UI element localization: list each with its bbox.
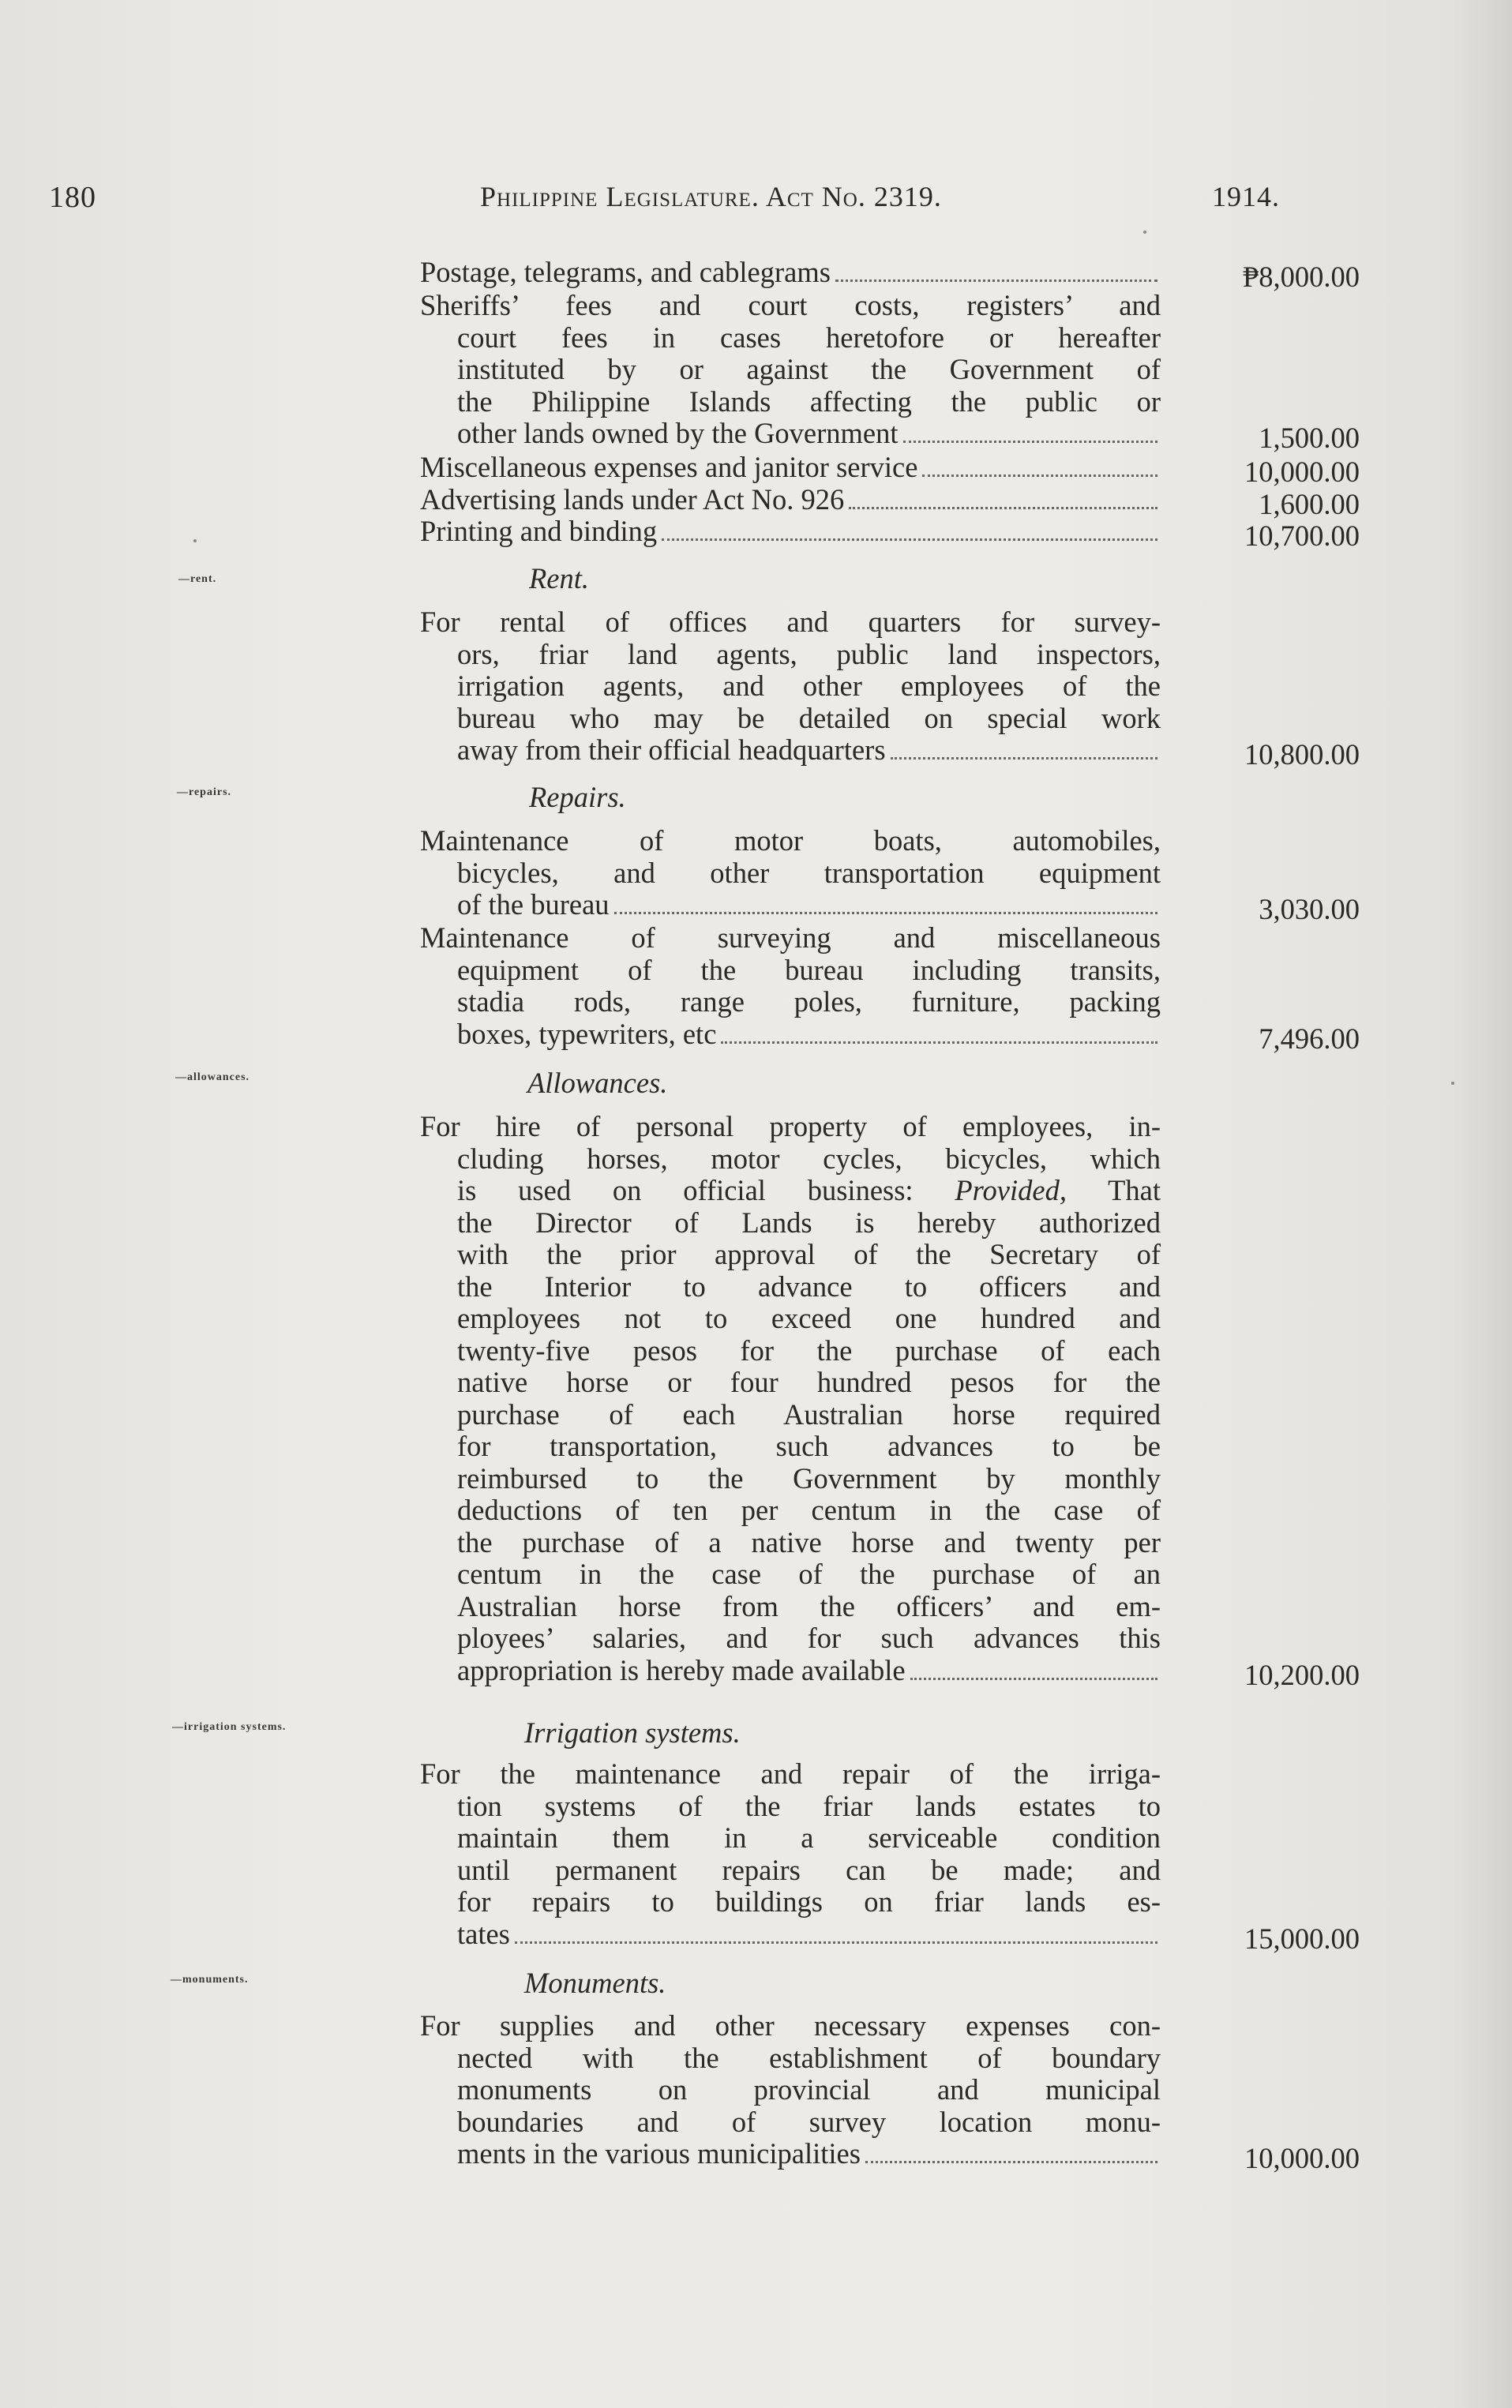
- running-title: Philippine Legislature. Act No. 2319.: [480, 181, 942, 212]
- entry-text: [420, 290, 1161, 450]
- entry-text: [420, 452, 1161, 484]
- entry-line: deductions of ten per centum in the case of: [457, 1494, 1161, 1526]
- entry-line: equipment of the bureau including transits,: [457, 953, 1161, 986]
- item-rental: [420, 606, 1360, 771]
- dot-leader: [903, 441, 1157, 443]
- entry-line: For hire of personal property of employees, in-: [420, 1110, 1161, 1142]
- amount: 10,700.00: [1244, 519, 1360, 552]
- entry-line: with the prior approval of the Secretary of: [457, 1238, 1161, 1270]
- entry-line: tion systems of the friar lands estates to: [457, 1789, 1161, 1822]
- heading-repairs: Repairs.: [529, 781, 626, 813]
- amount: 10,000.00: [1244, 2142, 1360, 2174]
- entry-line: Maintenance of motor boats, automobiles,: [420, 824, 1161, 857]
- amount: 15,000.00: [1244, 1922, 1360, 1955]
- entry-line: [420, 418, 1161, 450]
- page-header: [0, 180, 1512, 227]
- dot-leader: [865, 2161, 1157, 2163]
- paper-speck: [1451, 1082, 1454, 1085]
- entry-line: reimbursed to the Government by monthly: [457, 1461, 1161, 1495]
- entry-line: [420, 1919, 1161, 1951]
- entry-line: stadia rods, range poles, furniture, packing: [457, 985, 1161, 1018]
- entry-line: Maintenance of surveying and miscellaneous: [420, 921, 1161, 954]
- entry-line: [420, 484, 1161, 516]
- running-year: 1914.: [1212, 181, 1280, 212]
- entry-line-text: Advertising lands under Act No. 926: [420, 483, 845, 516]
- entry-line: the Philippine Islands affecting the public or: [457, 384, 1161, 418]
- dot-leader: [910, 1678, 1157, 1680]
- entry-text: [420, 2010, 1161, 2170]
- entry-line-text: Printing and binding: [420, 515, 658, 547]
- heading-allowances: Allowances.: [527, 1067, 668, 1099]
- amount: 10,000.00: [1244, 456, 1360, 488]
- entry-line-text: Postage, telegrams, and cablegrams: [420, 256, 831, 288]
- entry-line: [420, 1018, 1161, 1051]
- entry-line: maintain them in a serviceable condition: [457, 1821, 1161, 1854]
- entry-text: [420, 1111, 1161, 1687]
- item-irrigation: [420, 1757, 1360, 1955]
- entry-line-text: of the bureau: [457, 888, 610, 921]
- amount: 1,600.00: [1259, 488, 1360, 520]
- entry-line: ployees’ salaries, and for such advances this: [457, 1622, 1161, 1654]
- entry-line: for repairs to buildings on friar lands es-: [457, 1885, 1161, 1918]
- entry-line: employees not to exceed one hundred and: [457, 1302, 1161, 1334]
- entry-line: twenty-five pesos for the purchase of each: [457, 1333, 1161, 1367]
- paper-speck: [193, 539, 197, 542]
- entry-line: until permanent repairs can be made; and: [457, 1853, 1161, 1886]
- entry-line: for transportation, such advances to be: [457, 1430, 1161, 1462]
- entry-line: nected with the establishment of boundary: [457, 2041, 1161, 2074]
- amount: 1,500.00: [1259, 422, 1360, 454]
- item-surveying-equipment: [420, 921, 1360, 1055]
- dot-leader: [849, 507, 1157, 509]
- entry-line: [420, 1655, 1161, 1687]
- dot-leader: [922, 474, 1157, 477]
- item-motor-boats: [420, 824, 1360, 925]
- entry-line: the Director of Lands is hereby authorized: [457, 1206, 1161, 1239]
- item-advertising: [420, 483, 1360, 520]
- amount: 7,496.00: [1259, 1022, 1360, 1055]
- item-sheriffs-fees: [420, 289, 1360, 454]
- entry-line: boundaries and of survey location monu-: [457, 2105, 1161, 2138]
- amount: 3,030.00: [1259, 893, 1360, 925]
- entry-line: centum in the case of the purchase of an: [457, 1558, 1161, 1590]
- entry-line: ors, friar land agents, public land inspectors,: [457, 637, 1161, 670]
- page-number: 180: [49, 181, 96, 214]
- entry-line: For the maintenance and repair of the irriga-: [420, 1757, 1161, 1790]
- entry-line: monuments on provincial and municipal: [457, 2073, 1161, 2106]
- entry-line: [420, 257, 1161, 289]
- entry-line: Australian horse from the officers’ and em-: [457, 1589, 1161, 1622]
- entry-line: the purchase of a native horse and twenty per: [457, 1525, 1161, 1558]
- entry-line: irrigation agents, and other employees of the: [457, 670, 1161, 702]
- entry-line-text: Miscellaneous expenses and janitor service: [420, 451, 918, 483]
- dot-leader: [891, 757, 1157, 760]
- entry-line: instituted by or against the Government of: [457, 353, 1161, 385]
- item-postage: [420, 256, 1360, 293]
- dot-leader: [614, 912, 1157, 914]
- dot-leader: [662, 538, 1157, 541]
- entry-line: For rental of offices and quarters for survey-: [420, 606, 1161, 638]
- entry-line: is used on official business: Provided, That: [457, 1174, 1161, 1206]
- entry-line: [420, 889, 1161, 921]
- amount: 10,800.00: [1244, 738, 1360, 771]
- entry-text: [420, 257, 1161, 289]
- entry-line: [420, 734, 1161, 767]
- entry-text: [420, 825, 1161, 921]
- entry-text: [420, 1758, 1161, 1951]
- entry-line-text: other lands owned by the Government: [457, 417, 899, 449]
- entry-line: Sheriffs’ fees and court costs, registers’ and: [420, 289, 1161, 321]
- paper-speck: [1143, 231, 1146, 234]
- entry-text: [420, 516, 1161, 548]
- dot-leader: [515, 1941, 1157, 1944]
- margin-note-monuments: —monuments.: [171, 1974, 249, 1986]
- entry-text: [420, 606, 1161, 767]
- entry-line: purchase of each Australian horse required: [457, 1397, 1161, 1431]
- entry-line: court fees in cases heretofore or hereafter: [457, 321, 1161, 354]
- entry-text: [420, 484, 1161, 516]
- entry-text: [420, 922, 1161, 1051]
- item-printing: [420, 515, 1360, 552]
- entry-line-text: ments in the various municipalities: [457, 2137, 861, 2170]
- amount: ₱8,000.00: [1242, 261, 1360, 293]
- entry-line: For supplies and other necessary expenses con-: [420, 2009, 1161, 2042]
- entry-line: cluding horses, motor cycles, bicycles, which: [457, 1142, 1161, 1175]
- margin-note-repairs: —repairs.: [177, 786, 232, 798]
- entry-line-text: appropriation is hereby made available: [457, 1653, 906, 1686]
- heading-rent: Rent.: [529, 562, 590, 594]
- item-monuments: [420, 2009, 1360, 2174]
- heading-irrigation: Irrigation systems.: [524, 1716, 741, 1749]
- margin-note-allowances: —allowances.: [175, 1071, 250, 1083]
- entry-line: the Interior to advance to officers and: [457, 1270, 1161, 1303]
- amount: 10,200.00: [1244, 1658, 1360, 1691]
- entry-line: bureau who may be detailed on special work: [457, 701, 1161, 734]
- dot-leader: [721, 1041, 1157, 1044]
- entry-line: [420, 452, 1161, 484]
- entry-line-text: boxes, typewriters, etc: [457, 1017, 717, 1050]
- dot-leader: [835, 279, 1157, 282]
- entry-line: [420, 516, 1161, 548]
- entry-line: [420, 2138, 1161, 2170]
- item-miscellaneous: [420, 451, 1360, 488]
- entry-line-text: away from their official headquarters: [457, 733, 886, 766]
- margin-note-irrigation: —irrigation systems.: [172, 1721, 287, 1733]
- margin-note-rent: —rent.: [178, 573, 217, 585]
- entry-line-text: tates: [457, 1917, 510, 1950]
- heading-monuments: Monuments.: [524, 1967, 666, 1999]
- entry-line: native horse or four hundred pesos for the: [457, 1366, 1161, 1398]
- item-hire-of-property: [420, 1110, 1360, 1691]
- entry-line: bicycles, and other transportation equipment: [457, 856, 1161, 889]
